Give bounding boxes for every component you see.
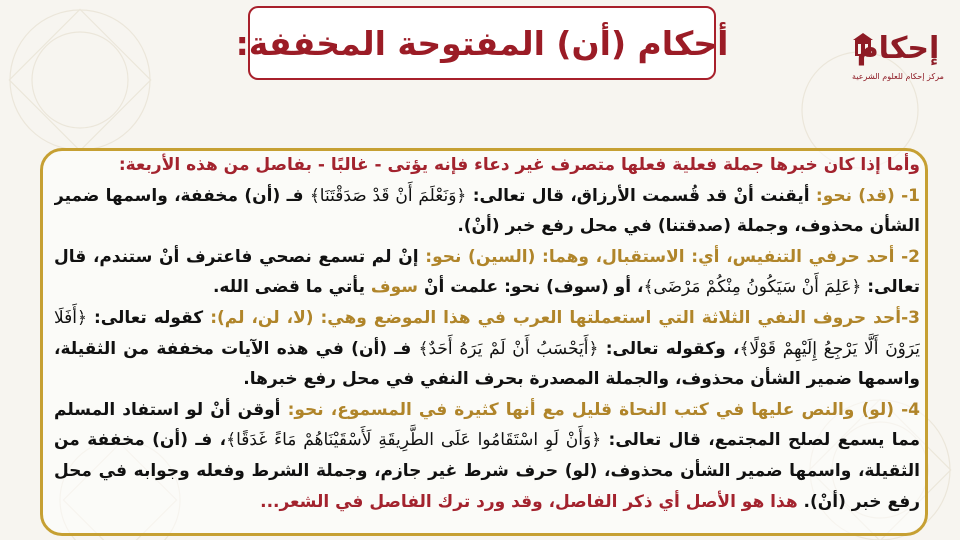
content-body xyxy=(54,150,920,536)
intro-line xyxy=(54,150,920,181)
intro-text: وأما إذا كان خبرها جملة فعلية فعلها متصرف غير دعاء فإنه يؤتى - غالبًا - بفاصل من هذه الأربعة: xyxy=(118,155,920,175)
logo-subtitle: مركز إحكام للعلوم الشرعية xyxy=(852,72,944,81)
section-2 xyxy=(54,242,920,303)
quran-verse: ﴿وَنَعْلَمَ أَنْ قَدْ صَدَقْتَنَا﴾ xyxy=(309,185,467,206)
section-text: إنْ لم تسمع نصحي فاعترف أنْ ستندم، قال تعالى: xyxy=(54,246,920,298)
section-text: أيقنت أنْ قد قُسمت الأرزاق، قال تعالى: xyxy=(466,185,816,206)
section-text: ، وكقوله تعالى: xyxy=(598,338,740,359)
section-text: كقوله تعالى: xyxy=(86,307,211,328)
section-text: فـ (أن) في هذه الآيات مخففة من الثقيلة، واسمها ضمير الشأن محذوف، والجملة المصدرة بحرف النفي في محل رفع خبرها. xyxy=(54,338,920,390)
quran-verse: ﴿وَأَنْ لَوِ اسْتَقَامُوا عَلَى الطَّرِيقَةِ لَأَسْقَيْنَاهُمْ مَاءً غَدَقًا﴾ xyxy=(226,430,602,451)
section-4 xyxy=(54,395,920,517)
section-heading: 4- (لو) والنص عليها في كتب النحاة قليل مع أنها كثيرة في المسموع، نحو: xyxy=(287,399,920,420)
section-1 xyxy=(54,181,920,242)
closing-note: هذا هو الأصل أي ذكر الفاصل، وقد ورد ترك الفاصل في الشعر... xyxy=(260,491,804,512)
quran-verse: ﴿أَفَلَا يَرَوْنَ أَلَّا يَرْجِعُ إِلَيْهِمْ قَوْلًا﴾ xyxy=(54,307,920,359)
section-text: ، فـ (أن) مخففة من الثقيلة، واسمها ضمير الشأن محذوف، (لو) حرف شرط غير جازم، وجملة الشرط وفعله وجوابه في محل رفع خبر (أنْ). xyxy=(54,430,920,512)
logo xyxy=(848,12,948,92)
logo-name: إحكام xyxy=(856,31,940,66)
section-text: أوقن أنْ لو استفاد المسلم مما يسمع لصلح المجتمع، قال تعالى: xyxy=(54,399,920,451)
section-text: فـ (أن) مخففة، واسمها ضمير الشأن محذوف، وجملة (صدقتنا) في محل رفع خبر (أنْ). xyxy=(54,185,920,237)
section-text: يأتي ما قضى الله. xyxy=(212,277,371,298)
section-3 xyxy=(54,303,920,395)
section-text: ، أو (سوف) نحو: علمت أنْ xyxy=(418,277,644,298)
keyword: سوف xyxy=(370,277,419,298)
page-title: أحكام (أن) المفتوحة المخففة: xyxy=(235,23,729,63)
title-box xyxy=(235,6,729,80)
section-heading: 1- (قد) نحو: xyxy=(815,185,920,206)
quran-verse: ﴿أَيَحْسَبُ أَنْ لَمْ يَرَهُ أَحَدٌ﴾ xyxy=(418,338,599,359)
section-heading: 2- أحد حرفي التنفيس، أي: الاستقبال، وهما: (السين) نحو: xyxy=(425,246,920,267)
quran-verse: ﴿عَلِمَ أَنْ سَيَكُونُ مِنْكُمْ مَرْضَى﴾ xyxy=(643,277,862,298)
section-heading: 3-أحد حروف النفي الثلاثة التي استعملتها العرب في هذا الموضع وهي: (لا، لن، لم): xyxy=(210,307,920,328)
